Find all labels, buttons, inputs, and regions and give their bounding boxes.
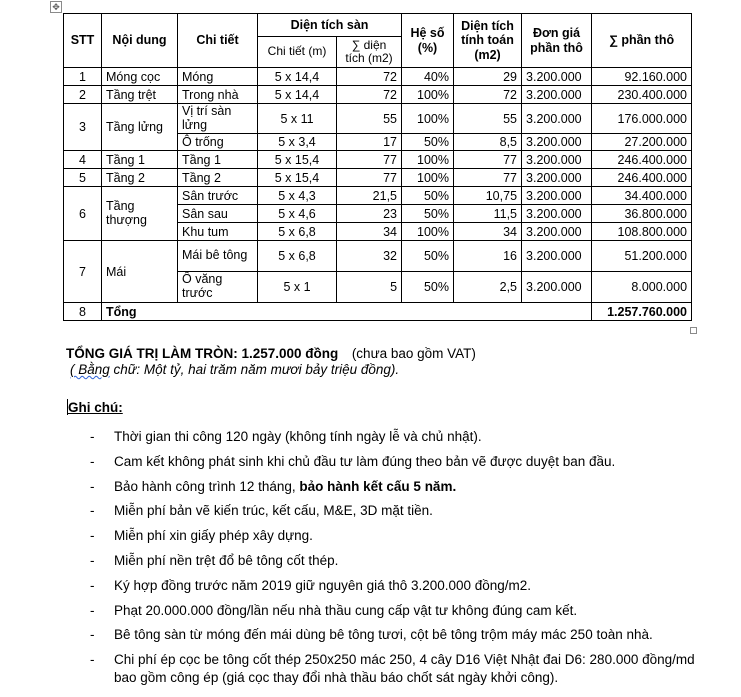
cell-thanh-tien: 176.000.000: [592, 104, 692, 134]
cell-dien-tich: 77: [337, 169, 402, 187]
cell-noi-dung: Tầng 2: [102, 169, 178, 187]
cell-thanh-tien: 8.000.000: [592, 272, 692, 303]
cell-noi-dung: Móng cọc: [102, 68, 178, 86]
cell-dien-tich: 32: [337, 241, 402, 272]
bullet-dash-icon: -: [90, 528, 95, 544]
cell-tinh-toan: 72: [454, 86, 522, 104]
table-row: [64, 169, 692, 187]
cell-total-stt: 8: [64, 303, 102, 321]
note-text: Bê tông sàn từ móng đến mái dùng bê tông tươi, cột bê tông trộm máy mác 250 toàn nhà.: [114, 627, 653, 643]
cell-thanh-tien: 51.200.000: [592, 241, 692, 272]
table-move-handle-icon[interactable]: ✥: [50, 1, 62, 13]
cell-he-so: 100%: [402, 86, 454, 104]
cell-chi-tiet: Ô văng trước: [178, 272, 258, 303]
cell-noi-dung: Tầng thượng: [102, 187, 178, 241]
table-row: [64, 151, 692, 169]
cell-thanh-tien: 108.800.000: [592, 223, 692, 241]
header-chi-tiet: Chi tiết: [178, 14, 258, 68]
cell-thanh-tien: 92.160.000: [592, 68, 692, 86]
note-item: [90, 577, 710, 602]
cell-chi-tiet: Mái bê tông: [178, 241, 258, 272]
header-dien-tich-tinh-toan: Diện tích tính toán (m2): [454, 14, 522, 68]
table-resize-handle-icon[interactable]: [690, 327, 697, 334]
bullet-dash-icon: -: [90, 429, 95, 444]
bullet-dash-icon: -: [90, 552, 95, 568]
cell-noi-dung: Mái: [102, 241, 178, 303]
cell-tinh-toan: 29: [454, 68, 522, 86]
cell-kich-thuoc: 5 x 15,4: [258, 151, 337, 169]
cell-he-so: 50%: [402, 272, 454, 303]
note-item: [90, 626, 710, 651]
note-text: Chi phí ép cọc be tông cốt thép 250x250 mác 250, 4 cây D16 Việt Nhật đai D6: 280.000 đồng/md bao gồm công ép (giá cọc thay đổi nhà thầu báo chốt sát ngày khởi công).: [114, 652, 695, 686]
cell-stt: 6: [64, 187, 102, 241]
bullet-dash-icon: -: [90, 478, 95, 494]
header-stt: STT: [64, 14, 102, 68]
amount-in-words-text: chữ: Một tỷ, hai trăm năm mươi bảy triệu đồng).: [109, 362, 400, 377]
cell-he-so: 50%: [402, 241, 454, 272]
cell-he-so: 100%: [402, 104, 454, 134]
note-text: Thời gian thi công 120 ngày (không tính ngày lễ và chủ nhật).: [114, 429, 482, 444]
cell-stt: 5: [64, 169, 102, 187]
cell-kich-thuoc: 5 x 14,4: [258, 68, 337, 86]
note-text: Phạt 20.000.000 đồng/lần nếu nhà thầu cung cấp vật tư không đúng cam kết.: [114, 602, 578, 618]
cell-total-label: Tổng: [102, 303, 592, 321]
cell-chi-tiet: Vị trí sàn lửng: [178, 104, 258, 134]
cell-don-gia: 3.200.000: [522, 169, 592, 187]
header-don-gia: Đơn giá phần thô: [522, 14, 592, 68]
bullet-dash-icon: -: [90, 577, 95, 593]
cell-chi-tiet: Ô trống: [178, 134, 258, 151]
bullet-dash-icon: -: [90, 627, 95, 643]
cell-chi-tiet: Khu tum: [178, 223, 258, 241]
cell-kich-thuoc: 5 x 11: [258, 104, 337, 134]
cell-tinh-toan: 77: [454, 169, 522, 187]
cell-noi-dung: Tầng 1: [102, 151, 178, 169]
cell-tinh-toan: 2,5: [454, 272, 522, 303]
cell-noi-dung: Tầng lửng: [102, 104, 178, 151]
cell-tinh-toan: 16: [454, 241, 522, 272]
cell-dien-tich: 34: [337, 223, 402, 241]
rounded-total-label: TỔNG GIÁ TRỊ LÀM TRÒN: 1.257.000 đồng: [66, 346, 339, 361]
amount-in-words-prefix: ( Bằng: [70, 362, 110, 377]
cell-he-so: 100%: [402, 223, 454, 241]
cell-thanh-tien: 246.400.000: [592, 151, 692, 169]
cell-thanh-tien: 34.400.000: [592, 187, 692, 205]
cell-chi-tiet: Tầng 2: [178, 169, 258, 187]
cell-stt: 1: [64, 68, 102, 86]
header-tong-dien-tich: ∑ diện tích (m2): [337, 37, 402, 68]
cell-dien-tich: 5: [337, 272, 402, 303]
note-item: [90, 527, 710, 552]
cell-kich-thuoc: 5 x 15,4: [258, 169, 337, 187]
table-row: [64, 187, 692, 205]
cell-thanh-tien: 27.200.000: [592, 134, 692, 151]
bullet-dash-icon: -: [90, 453, 95, 469]
cell-thanh-tien: 36.800.000: [592, 205, 692, 223]
cell-tinh-toan: 8,5: [454, 134, 522, 151]
cell-tinh-toan: 34: [454, 223, 522, 241]
cell-dien-tich: 55: [337, 104, 402, 134]
cell-kich-thuoc: 5 x 14,4: [258, 86, 337, 104]
header-noi-dung: Nội dung: [102, 14, 178, 68]
cell-kich-thuoc: 5 x 4,6: [258, 205, 337, 223]
note-item: [90, 502, 710, 527]
cell-dien-tich: 77: [337, 151, 402, 169]
note-text: Ký hợp đồng trước năm 2019 giữ nguyên giá thô 3.200.000 đồng/m2.: [114, 577, 532, 593]
cell-tinh-toan: 55: [454, 104, 522, 134]
note-item: [90, 552, 710, 577]
cost-table: [63, 13, 692, 321]
note-text: Miễn phí nền trệt đổ bê tông cốt thép.: [114, 552, 339, 568]
note-text: Bảo hành công trình 12 tháng,: [114, 478, 300, 494]
note-text: Miễn phí bản vẽ kiến trúc, kết cấu, M&E, 3D mặt tiền.: [114, 503, 433, 519]
cell-chi-tiet: Tầng 1: [178, 151, 258, 169]
cell-don-gia: 3.200.000: [522, 205, 592, 223]
cell-don-gia: 3.200.000: [522, 241, 592, 272]
note-item: [90, 602, 710, 627]
cell-kich-thuoc: 5 x 6,8: [258, 223, 337, 241]
header-he-so: Hệ số (%): [402, 14, 454, 68]
cell-don-gia: 3.200.000: [522, 187, 592, 205]
note-item: [90, 453, 710, 478]
note-text: Cam kết không phát sinh khi chủ đầu tư làm đúng theo bản vẽ được duyệt ban đầu.: [114, 453, 616, 469]
cell-stt: 4: [64, 151, 102, 169]
cell-kich-thuoc: 5 x 3,4: [258, 134, 337, 151]
table-row: [64, 68, 692, 86]
cell-he-so: 100%: [402, 151, 454, 169]
cell-dien-tich: 21,5: [337, 187, 402, 205]
cell-dien-tich: 17: [337, 134, 402, 151]
note-item: [90, 478, 710, 503]
cell-total-value: 1.257.760.000: [592, 303, 692, 321]
cell-chi-tiet: Trong nhà: [178, 86, 258, 104]
notes-list: [90, 428, 710, 691]
cell-he-so: 50%: [402, 205, 454, 223]
cell-thanh-tien: 246.400.000: [592, 169, 692, 187]
cell-dien-tich: 72: [337, 68, 402, 86]
cell-dien-tich: 23: [337, 205, 402, 223]
table-row: [64, 104, 692, 134]
header-chi-tiet-m: Chi tiết (m): [258, 37, 337, 68]
cell-don-gia: 3.200.000: [522, 86, 592, 104]
vat-note: (chưa bao gồm VAT): [351, 346, 476, 361]
cell-don-gia: 3.200.000: [522, 223, 592, 241]
cell-stt: 7: [64, 241, 102, 303]
cell-thanh-tien: 230.400.000: [592, 86, 692, 104]
cell-tinh-toan: 11,5: [454, 205, 522, 223]
cell-dien-tich: 72: [337, 86, 402, 104]
cell-kich-thuoc: 5 x 4,3: [258, 187, 337, 205]
cell-don-gia: 3.200.000: [522, 151, 592, 169]
bullet-dash-icon: -: [90, 602, 95, 618]
notes-title: Ghi chú:: [68, 400, 123, 415]
note-item: [90, 428, 710, 453]
cell-chi-tiet: Sân sau: [178, 205, 258, 223]
header-tong-phan-tho: ∑ phần thô: [592, 14, 692, 68]
rounded-total-line: [66, 346, 476, 361]
note-text-bold: bảo hành kết cấu 5 năm.: [299, 478, 457, 494]
cell-he-so: 50%: [402, 187, 454, 205]
cell-stt: 2: [64, 86, 102, 104]
table-total-row: [64, 303, 692, 321]
bullet-dash-icon: -: [90, 503, 95, 519]
note-item: [90, 651, 710, 691]
cell-don-gia: 3.200.000: [522, 68, 592, 86]
amount-in-words: [70, 362, 399, 377]
cell-kich-thuoc: 5 x 1: [258, 272, 337, 303]
cell-he-so: 40%: [402, 68, 454, 86]
note-text: Miễn phí xin giấy phép xây dựng.: [114, 528, 313, 544]
cell-he-so: 50%: [402, 134, 454, 151]
cell-kich-thuoc: 5 x 6,8: [258, 241, 337, 272]
table-row: [64, 86, 692, 104]
cell-tinh-toan: 77: [454, 151, 522, 169]
cell-don-gia: 3.200.000: [522, 134, 592, 151]
cell-he-so: 100%: [402, 169, 454, 187]
cell-don-gia: 3.200.000: [522, 272, 592, 303]
cell-tinh-toan: 10,75: [454, 187, 522, 205]
table-row: [64, 241, 692, 272]
header-dien-tich-san: Diện tích sàn: [258, 14, 402, 37]
bullet-dash-icon: -: [90, 652, 95, 668]
cell-chi-tiet: Móng: [178, 68, 258, 86]
cell-noi-dung: Tầng trệt: [102, 86, 178, 104]
cell-stt: 3: [64, 104, 102, 151]
cell-chi-tiet: Sân trước: [178, 187, 258, 205]
cell-don-gia: 3.200.000: [522, 104, 592, 134]
